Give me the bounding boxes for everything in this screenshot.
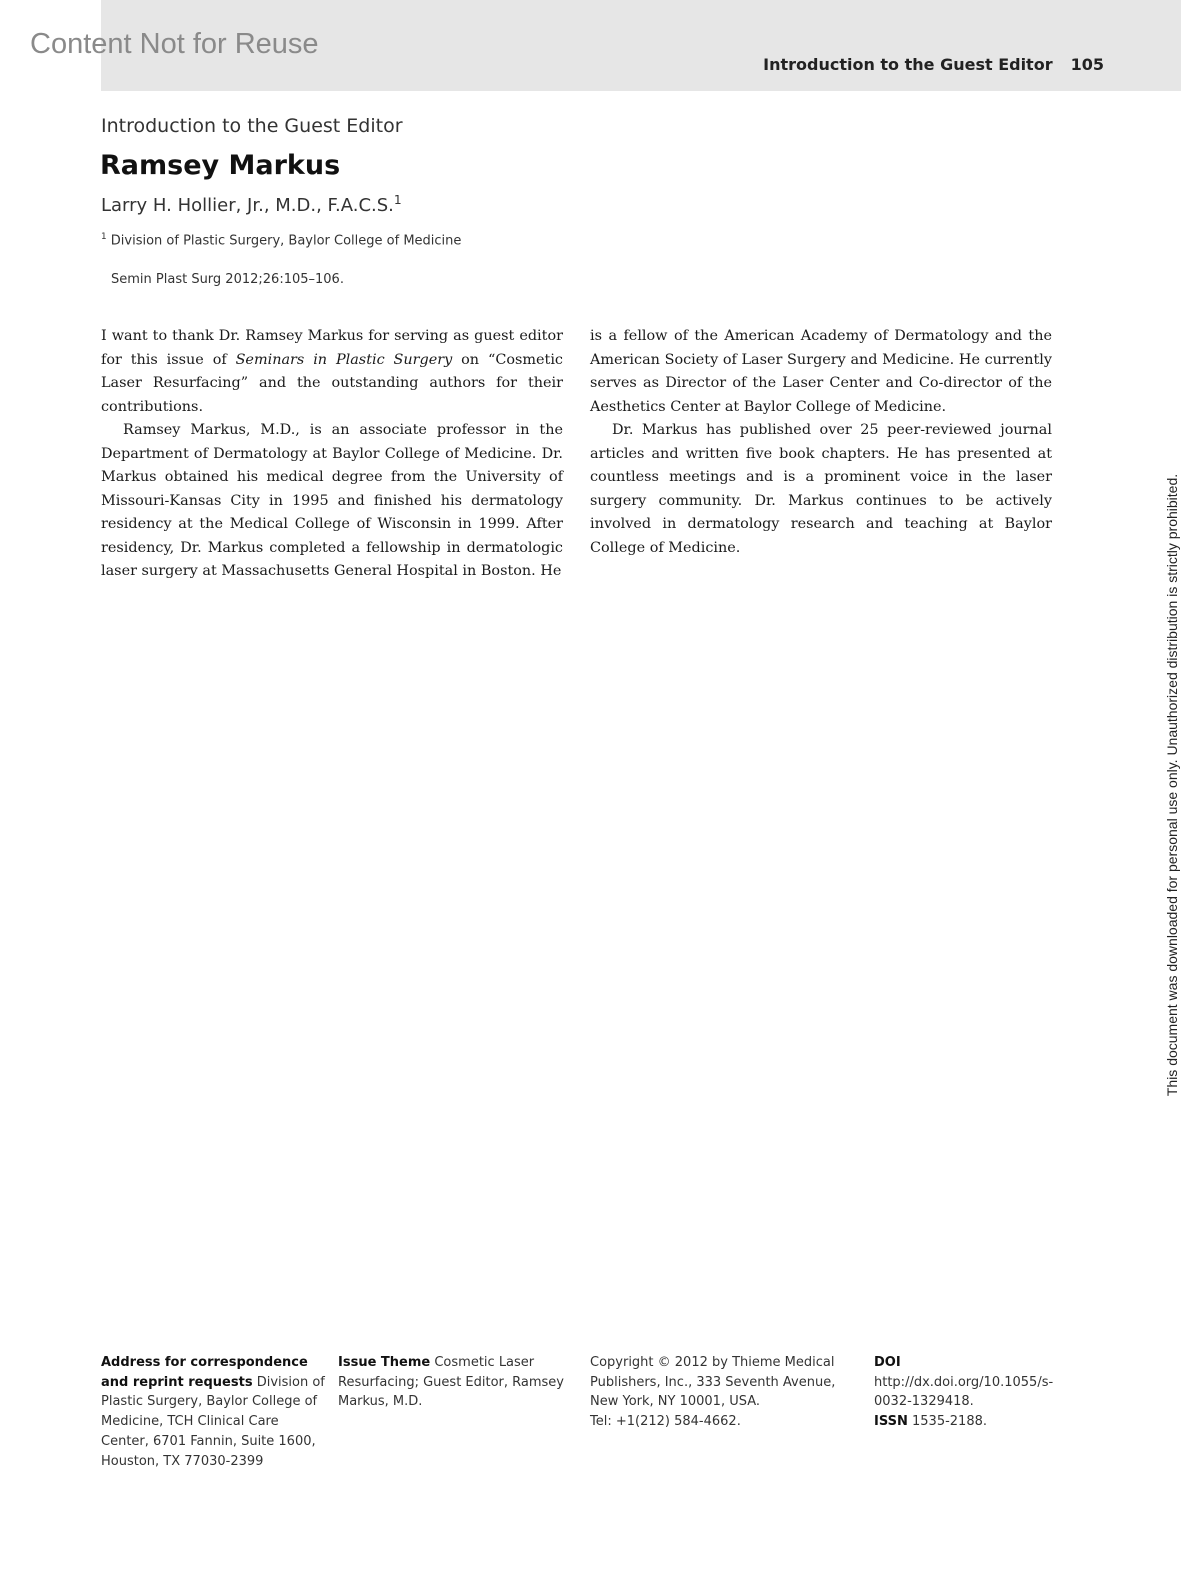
paragraph-1-text-end: on “Cosmetic Laser Resurfacing” and the outstanding authors for their contributions. — [101, 351, 563, 415]
copyright-phone: Tel: +1(212) 584-4662. — [590, 1414, 741, 1430]
paragraph-1-text-start: I want to thank Dr. Ramsey Markus for serving as guest editor for this issue of — [101, 328, 563, 368]
journal-name: Seminars in Plastic Surgery — [235, 351, 453, 368]
citation: Semin Plast Surg 2012;26:105–106. — [111, 272, 344, 287]
issue-theme-label: Issue Theme — [338, 1355, 431, 1370]
doi-link[interactable]: http://dx.doi.org/10.1055/s-0032-1329418. — [874, 1374, 1054, 1410]
body-paragraph-2-end: is a fellow of the American Academy of Dermatology and the American Society of Laser Surgery and Medicine. He currently serves as Director of the Laser Center and Co-director of the Aesthetics Center at Baylor College of Medicine. — [590, 328, 1052, 415]
author-name: Larry H. Hollier, Jr., M.D., F.A.C.S. — [101, 195, 394, 216]
correspondence-label: Address for correspondence and reprint requests — [101, 1355, 308, 1390]
affiliation-marker: 1 — [101, 232, 107, 242]
watermark: Content Not for Reuse — [30, 28, 319, 60]
footnote-issue-theme — [338, 1353, 573, 1412]
issue-theme-text: Cosmetic Laser Resurfacing; Guest Editor, Ramsey Markus, M.D. — [338, 1355, 565, 1410]
correspondence-text: Division of Plastic Surgery, Baylor College of Medicine, TCH Clinical Care Center, 6701 Fannin, Suite 1600, Houston, TX 77030-2399 — [101, 1374, 325, 1469]
author-affiliation-marker: 1 — [393, 193, 402, 207]
doi-line — [874, 1353, 1074, 1412]
footnote-correspondence — [101, 1353, 329, 1471]
section-label: Introduction to the Guest Editor — [101, 115, 403, 137]
article-title: Ramsey Markus — [100, 150, 341, 181]
affiliation-text: Division of Plastic Surgery, Baylor College of Medicine — [110, 233, 462, 249]
body-paragraph-1 — [101, 325, 563, 419]
body-column-right — [590, 325, 1052, 560]
issn-label: ISSN — [874, 1414, 908, 1430]
body-paragraph-2-start: Ramsey Markus, M.D., is an associate professor in the Department of Dermatology at Baylor College of Medicine. Dr. Markus obtained his medical degree from the University of Missouri-Kansas City in 1995 and finished his dermatology residency at the Medical College of Wisconsin in 1999. After residency, Dr. Markus completed a fellowship in dermatologic laser surgery at Massachusetts General Hospital in Boston. He — [101, 422, 563, 579]
body-column-left — [101, 325, 563, 584]
footnote-doi — [874, 1353, 1074, 1432]
copyright-text: Copyright © 2012 by Thieme Medical Publishers, Inc., 333 Seventh Avenue, New York, NY 10001, USA. — [590, 1355, 836, 1410]
issn-value: 1535-2188. — [912, 1414, 987, 1430]
running-head — [763, 55, 1104, 74]
doi-label: DOI — [874, 1355, 901, 1370]
footnote-copyright — [590, 1353, 852, 1432]
affiliation — [101, 232, 461, 248]
page-number: 105 — [1070, 55, 1104, 74]
running-head-title: Introduction to the Guest Editor — [763, 55, 1053, 74]
issn-line — [874, 1412, 1074, 1432]
side-note: This document was downloaded for personal use only. Unauthorized distribution is strictly prohibited. — [1164, 473, 1180, 1097]
body-paragraph-3: Dr. Markus has published over 25 peer-reviewed journal articles and written five book chapters. He has presented at countless meetings and is a prominent voice in the laser surgery community. Dr. Markus continues to be actively involved in dermatology research and teaching at Baylor College of Medicine. — [590, 422, 1052, 556]
author-line — [101, 193, 402, 216]
